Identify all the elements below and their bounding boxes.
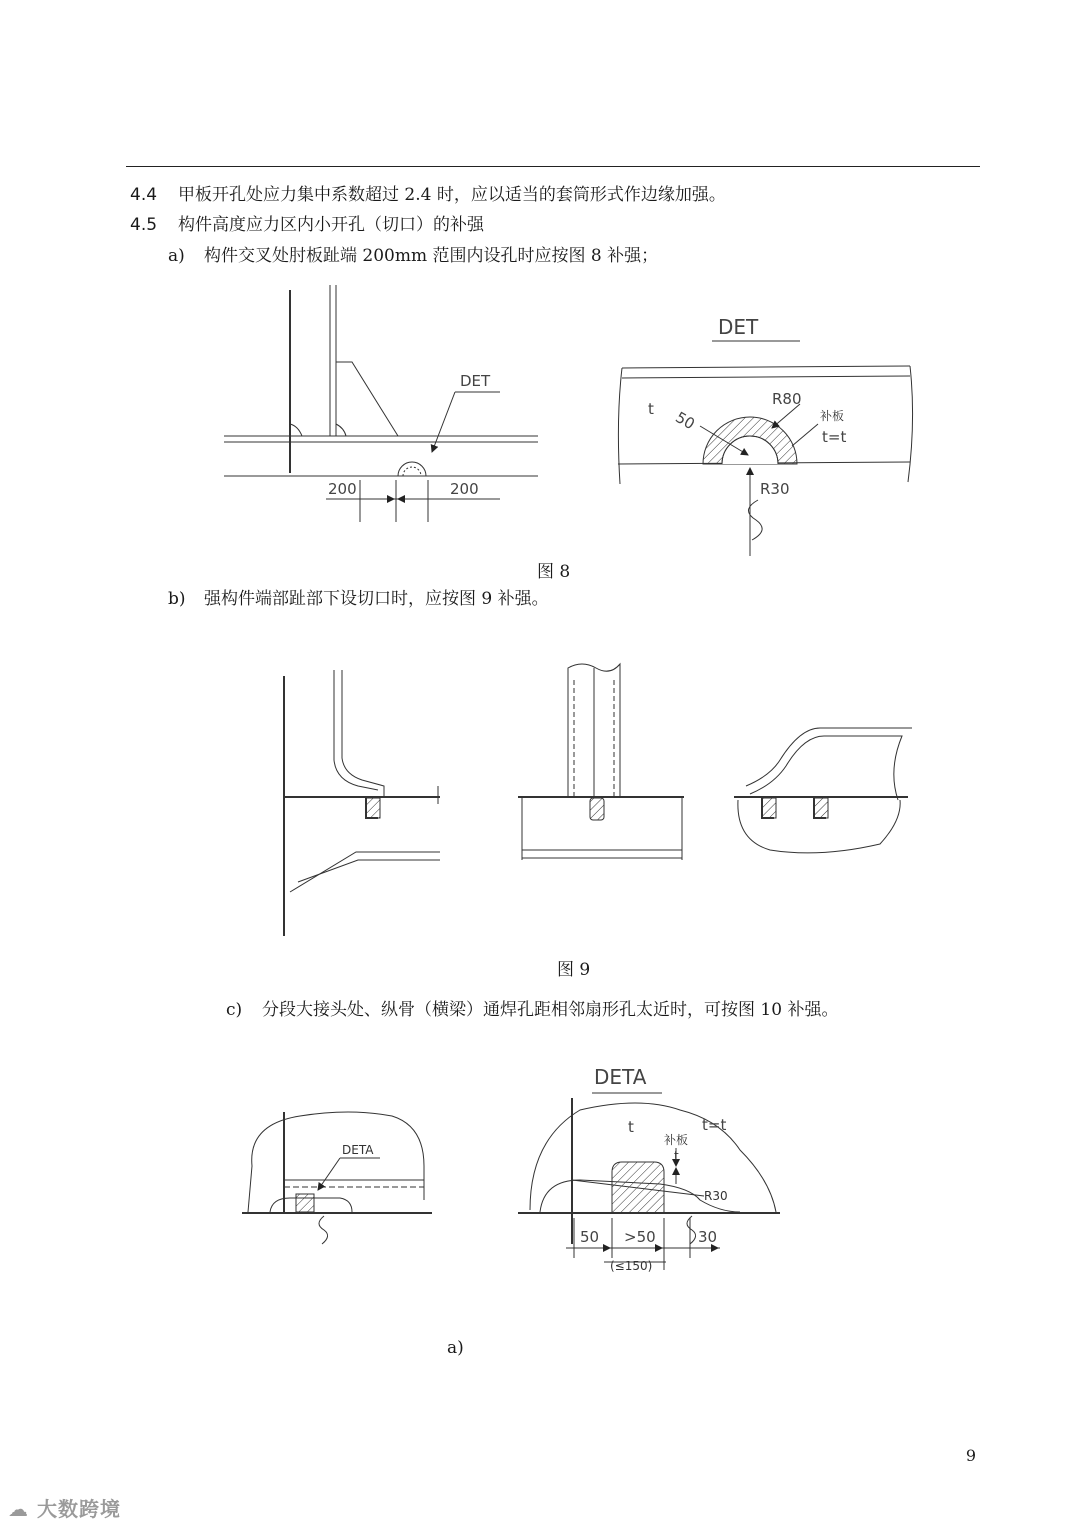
fig8-t-label: t	[648, 400, 654, 418]
fig8-r80: R80	[772, 390, 802, 408]
watermark	[8, 1493, 121, 1522]
fig8-patch-label: 补板	[820, 409, 845, 423]
fig10-r30: R30	[704, 1189, 728, 1203]
figure-8-detail-drawing	[618, 341, 913, 556]
fig8-det-label: DET	[460, 372, 491, 390]
page-number: 9	[965, 1446, 976, 1465]
fig8-dim-left: 200	[328, 480, 357, 498]
fig10-dim-50: 50	[580, 1228, 600, 1246]
fig8-det-title: DET	[718, 315, 759, 339]
fig8-dim-right: 200	[450, 480, 479, 498]
section-text: 构件高度应力区内小开孔（切口）的补强	[178, 215, 484, 235]
fig10-t1-label: t=t	[702, 1116, 727, 1134]
fig8-dim-50: 50	[672, 408, 698, 434]
item-label: a)	[168, 246, 185, 266]
figure-9-drawing-3	[734, 728, 912, 853]
figure-9-drawing-1	[284, 670, 440, 936]
item-text: 强构件端部趾部下设切口时，应按图 9 补强。	[204, 589, 549, 609]
fig10-patch-label: 补板	[664, 1133, 689, 1147]
item-text: 分段大接头处、纵骨（横梁）通焊孔距相邻扇形孔太近时，可按图 10 补强。	[262, 1000, 839, 1020]
figure-9-caption: 图 9	[557, 960, 591, 980]
figure-8-caption: 图 8	[537, 562, 571, 582]
fig10-dim-gt50: >50	[624, 1228, 656, 1246]
fig10-dim-150: (≤150)	[610, 1259, 653, 1273]
figure-10-left-drawing	[242, 1112, 432, 1244]
item-text: 构件交叉处肘板趾端 200mm 范围内设孔时应按图 8 补强；	[204, 246, 659, 266]
section-number: 4.4	[130, 185, 158, 205]
fig8-r30: R30	[760, 480, 790, 498]
item-label: c)	[226, 1000, 243, 1020]
fig10-t-label: t	[628, 1118, 634, 1136]
fig10-dim-30: 30	[698, 1228, 718, 1246]
figure-9-drawing-2	[518, 664, 684, 860]
fig10-patch-thk: t	[674, 1149, 679, 1163]
fig10-deta-title: DETA	[594, 1065, 647, 1089]
item-label: b)	[168, 589, 186, 609]
section-text: 甲板开孔处应力集中系数超过 2.4 时，应以适当的套筒形式作边缘加强。	[178, 185, 726, 205]
fig10-deta-label: DETA	[342, 1143, 374, 1157]
figure-10-subcaption: a)	[447, 1338, 464, 1358]
watermark-text: 大数跨境	[36, 1497, 121, 1521]
section-number: 4.5	[130, 215, 158, 235]
fig8-patch-thk: t=t	[822, 428, 847, 446]
figure-8-left-drawing	[224, 285, 538, 522]
watermark-logo-icon: ☁	[8, 1497, 37, 1521]
